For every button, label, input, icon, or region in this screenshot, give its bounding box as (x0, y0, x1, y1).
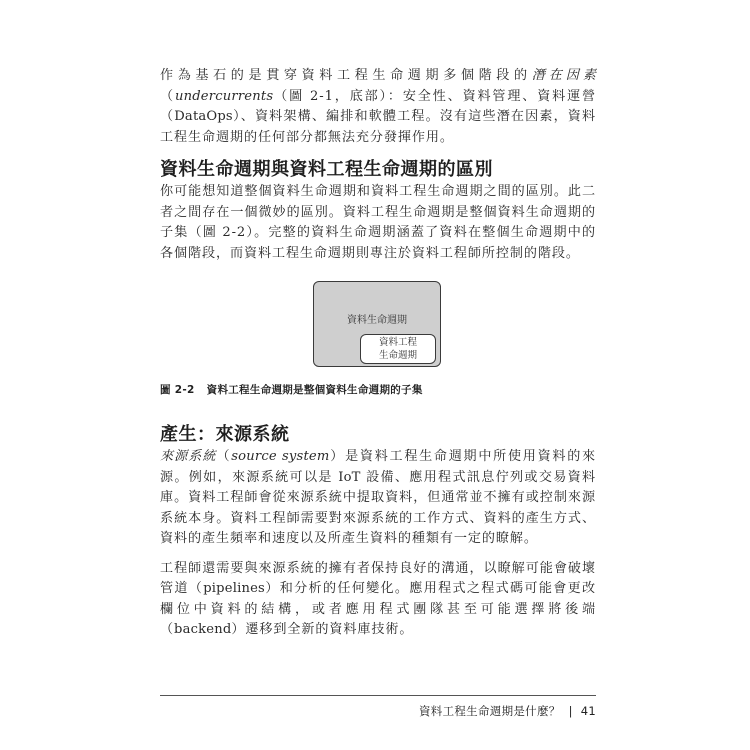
section2-body (160, 447, 596, 641)
para2-text-c: ）遷移到全新的資料庫技術。 (231, 622, 414, 637)
intro-text-2: （圖 2-1，底部）：安全性、資料管理、資料運營（ (160, 88, 597, 124)
intro-text: 作為基石的是貫穿資料工程生命週期多個階段的 (160, 68, 532, 83)
source-system-term-en: source system (231, 449, 330, 464)
undercurrents-term: 潛在因素 (531, 68, 596, 83)
intro-text-3: ）、資料架構、編排和軟體工程。沒有這些潛在因素，資料工程生命週期的任何部分都無法充分發揮作用。 (160, 109, 596, 145)
section-heading-source-systems: 產生：來源系統 (160, 424, 290, 445)
iot-term: IoT (338, 469, 361, 485)
para1-text-b: 設備、應用程式訊息佇列或交易資料庫。資料工程師會從來源系統中提取資料，但通常並不擁有或控制來源系統本身。資料工程師需要對來源系統的工作方式、資料的產生方式、資料的產生頻率和速度以及所產生資料的種類有一定的瞭解。 (160, 469, 596, 546)
figure-caption-text: 資料工程生命週期是整個資料生命週期的子集 (206, 384, 423, 396)
figure-inner-label-line1: 資料工程 (378, 337, 417, 348)
footer-chapter-title: 資料工程生命週期是什麼？ (418, 704, 561, 718)
source-system-term: 來源系統 (160, 449, 217, 464)
undercurrents-term-en: undercurrents (174, 88, 274, 104)
para2-text-a: 工程師還需要與來源系統的擁有者保持良好的溝通，以瞭解可能會破壞管道（ (160, 560, 596, 596)
figure-data-lifecycle-box (313, 281, 441, 367)
dataops-term: DataOps (174, 109, 233, 124)
page-number: 41 (580, 704, 596, 718)
section1-paragraph: 你可能想知道整個資料生命週期和資料工程生命週期之間的區別。此二者之間存在一個微妙的區別。資料工程生命週期是整個資料生命週期的子集（圖 2-2）。完整的資料生命週期涵蓋了資料在整個生命週期中的各個階段，而資料工程生命週期則專注於資料工程師所控制的階段。 (160, 184, 596, 261)
figure-caption-number: 圖 2-2 (160, 384, 195, 396)
pipelines-term: pipelines (203, 581, 265, 596)
intro-block (160, 66, 596, 148)
figure-outer-label: 資料生命週期 (347, 315, 407, 326)
footer-separator: | (568, 704, 573, 718)
section-heading-lifecycle-difference: 資料生命週期與資料工程生命週期的區別 (160, 159, 493, 180)
figure-inner-label-line2: 生命週期 (378, 350, 417, 361)
para1-text-a: ）是資料工程生命週期中所使用資料的來源。例如，來源系統可以是 (160, 449, 596, 485)
page-footer (419, 703, 596, 719)
figure-inner-box (360, 334, 436, 364)
backend-term: backend (174, 622, 232, 637)
section1-body (160, 182, 596, 264)
footer-divider (160, 695, 596, 696)
section2-paragraph-1: 來源系統（source system）是資料工程生命週期中所使用資料的來源。例如，來源系統可以是 IoT 設備、應用程式訊息佇列或交易資料庫。資料工程師會從來源系統中提取資料，但通常並不擁有或控制來源系統本身。資料工程師需要對來源系統的工作方式、資料的產生方式、資料的產生頻率和速度以及所產生資料的種類有一定的瞭解。 (160, 449, 596, 546)
figure-caption (160, 382, 423, 397)
para2-text-b: ）和分析的任何變化。應用程式之程式碼可能會更改欄位中資料的結構，或者應用程式團隊甚至可能選擇將後端（ (160, 581, 597, 637)
intro-paragraph: 作為基石的是貫穿資料工程生命週期多個階段的潛在因素（undercurrents（圖 2-1，底部）：安全性、資料管理、資料運營（DataOps）、資料架構、編排和軟體工程。沒有這些潛在因素，資料工程生命週期的任何部分都無法充分發揮作用。 (160, 68, 597, 145)
section2-paragraph-2 (160, 559, 596, 641)
